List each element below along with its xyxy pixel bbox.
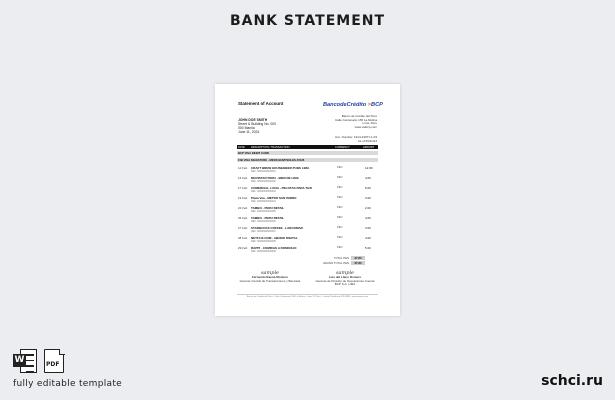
row-reference: REF: 00000000000005: [251, 210, 276, 213]
bank-address-line3: Lima, Peru: [362, 121, 377, 126]
row-description: STARBUCKS COFFEE - LARCOMAR: [251, 226, 303, 230]
signature-left-scrawl: sample: [260, 270, 280, 276]
customer-address-line2: 000 Manila: [238, 126, 255, 130]
row-date: 27 Feb: [238, 226, 248, 230]
row-date: 19 Feb: [238, 196, 248, 200]
signature-right-role: Gerente de División de Operaciones Cuenta: [315, 278, 375, 283]
signature-right-name: Luis del Llano Romero: [328, 275, 362, 279]
table-row: [237, 206, 378, 214]
row-date: 28 Feb: [238, 236, 248, 240]
row-amount: 5.00: [365, 186, 371, 190]
section-header-card: [237, 158, 378, 162]
table-header-currency: CURRENCY: [335, 145, 350, 149]
total-value: 37.80: [351, 256, 365, 260]
row-description: Plaza Vea - METRO SAN ISIDRO: [251, 196, 297, 200]
row-description: TAMBO - PERU RETAIL: [251, 216, 285, 220]
row-date: 17 Feb: [238, 186, 248, 190]
row-currency: PEN: [337, 196, 343, 199]
row-date: 25 Feb: [238, 216, 248, 220]
row-currency: PEN: [337, 226, 343, 229]
word-file-label: W: [14, 355, 25, 365]
table-row: [237, 166, 378, 174]
statement-period: As of 06/11/24: [357, 138, 377, 143]
row-reference: REF: 00000000000007: [251, 230, 276, 233]
bank-logo-text: BancodeCrédito: [323, 102, 367, 108]
row-amount: 4.00: [365, 176, 371, 180]
row-amount: 2.00: [365, 206, 371, 210]
row-currency: PEN: [337, 236, 343, 239]
bank-logo-arrow-icon: >: [367, 102, 372, 108]
table-header-date: DATE: [238, 145, 245, 149]
row-reference: REF: 00000000000008: [251, 240, 276, 243]
table-row: [237, 196, 378, 204]
row-date: 22 Feb: [238, 206, 248, 210]
bank-address: [307, 115, 377, 129]
format-icons: [13, 349, 64, 373]
table-row: [237, 226, 378, 234]
section-header-card-label: CIB VISA SIGNATURE - MERCHANT/SOLES #0126: [238, 158, 305, 162]
table-header-amount: AMOUNT: [363, 145, 375, 149]
row-reference: REF: 00000000000009: [251, 250, 276, 253]
row-description: MOVISTAR PERU - BIEN DE LIMA: [251, 176, 299, 180]
bank-logo-mark: BCP: [371, 102, 383, 108]
row-description: RAPPI - COMIDAS A DOMICILIO: [251, 246, 297, 250]
row-currency: PEN: [337, 216, 343, 219]
table-row: [237, 216, 378, 224]
pdf-file-label: PDF: [46, 361, 60, 368]
row-reference: REF: 00000000000001: [251, 170, 276, 173]
row-description: TAMBO - PERU RETAIL: [251, 206, 285, 210]
row-description: NETFLIX.COM - ABONO DIGITAL: [251, 236, 298, 240]
signature-left-role: Gerente Central de Transacciones y Bancaria: [239, 278, 301, 283]
section-header-debit-label: BCP VISA DEBIT CARD: [238, 151, 270, 155]
row-currency: PEN: [337, 176, 343, 179]
signature-left-name: Fernando Baena Montero: [251, 275, 289, 279]
customer-address-line1: Street & Building No. 000: [238, 122, 277, 126]
customer-date: June 11, 2024: [238, 130, 260, 134]
editable-caption: fully editable template: [13, 379, 122, 389]
signature-right-scrawl: sample: [335, 270, 355, 276]
row-amount: 4.00: [365, 236, 371, 240]
row-amount: 3.00: [365, 226, 371, 230]
bank-address-line2: Calle Centenario 156 La Molina: [334, 117, 377, 122]
row-currency: PEN: [337, 206, 343, 209]
account-meta: [307, 136, 377, 143]
row-amount: 12.80: [365, 166, 373, 170]
signature-right: [310, 270, 380, 287]
account-number: Acc. Number: 1914-23977-1-03: [334, 135, 377, 139]
row-date: 12 Feb: [238, 166, 248, 170]
row-reference: REF: 00000000000003: [251, 190, 276, 193]
row-currency: PEN: [337, 166, 343, 169]
totals-block: [315, 256, 365, 266]
customer-name: JOHN DOE SMITH: [238, 118, 268, 122]
total-label: TOTAL PEN: [333, 256, 349, 260]
row-amount: 5.00: [365, 246, 371, 250]
bank-logo: [323, 102, 383, 108]
customer-address: [238, 118, 298, 134]
document-footer: Banco de Crédito del Perú - Calle Centenario 156 La Molina - Lima 12, Perú - Central Telefónica 311-9898 - www.viabcp.com: [237, 294, 378, 298]
grand-total-value: 37.80: [351, 261, 365, 265]
row-date: 29 Feb: [238, 246, 248, 250]
pdf-file-icon: [44, 349, 64, 373]
statement-document: [215, 84, 400, 316]
row-amount: 4.00: [365, 216, 371, 220]
site-brand[interactable]: schci.ru: [541, 373, 603, 389]
grand-total-label: GRAND TOTAL PEN: [322, 261, 349, 265]
row-reference: REF: 00000000000002: [251, 180, 276, 183]
row-currency: PEN: [337, 246, 343, 249]
row-reference: REF: 00000000000006: [251, 220, 276, 223]
word-file-icon: [13, 349, 38, 373]
grand-total-line: [315, 261, 365, 266]
statement-title: Statement of Account: [238, 101, 284, 106]
row-currency: PEN: [337, 186, 343, 189]
row-reference: REF: 00000000000004: [251, 200, 276, 203]
table-header-description: DESCRIPTION / TRANSACTION: [251, 145, 290, 149]
table-row: [237, 236, 378, 244]
signature-left: [235, 270, 305, 283]
section-header-debit: [237, 151, 378, 155]
bank-address-line4: www.viabcp.com: [354, 124, 377, 129]
row-description: COMERCIAL LUCIA - PELOTAS PARA TAXI: [251, 186, 313, 190]
signature-right-sub: BCP S.A. LIMA: [334, 282, 356, 287]
row-amount: 3.00: [365, 196, 371, 200]
table-row: [237, 176, 378, 184]
table-row: [237, 246, 378, 254]
table-header: [237, 145, 378, 149]
table-row: [237, 186, 378, 194]
bank-address-line1: Banco de Crédito del Perú: [341, 114, 377, 118]
page-title: BANK STATEMENT: [229, 13, 386, 29]
row-description: CRAFT BREW HOUSE/BEER PUBS LIMA: [251, 166, 310, 170]
row-date: 14 Feb: [238, 176, 248, 180]
